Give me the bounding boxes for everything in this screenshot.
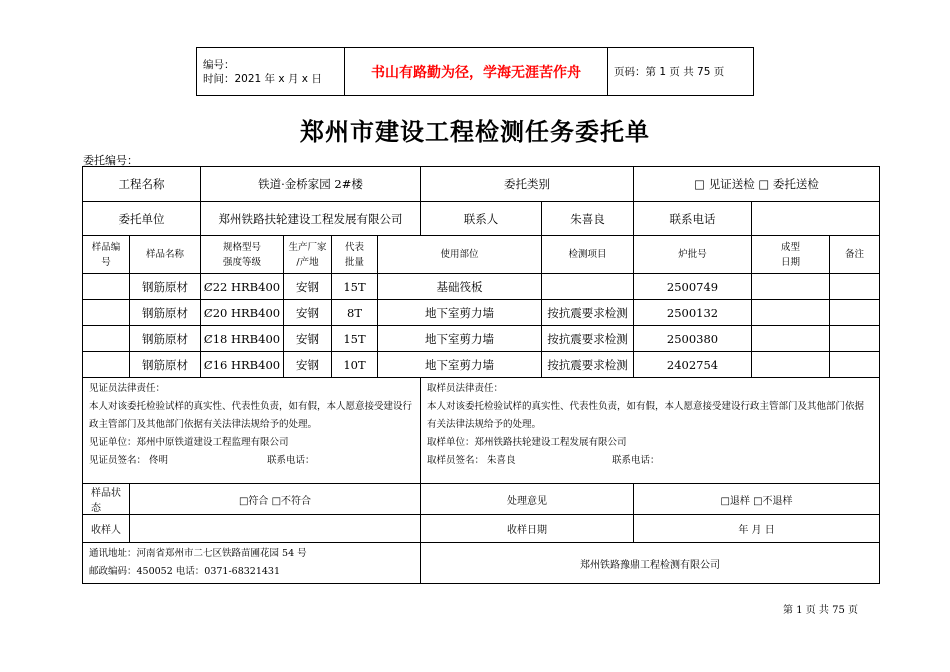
entrust-type-label: 委托类别 [421,167,634,202]
phone-label: 联系电话 [634,202,752,236]
cell-note [830,352,880,378]
witness-sign-line [89,452,414,470]
cell-no [83,326,130,352]
cell-batch: 10T [332,352,378,378]
opinion-value[interactable]: □退样 □不退样 [634,484,880,515]
receiver-label: 收样人 [83,515,130,543]
cell-usage: 地下室剪力墙 [378,352,542,378]
col-usage: 使用部位 [378,236,542,274]
cell-spec: Ȼ18 HRB400 [201,326,284,352]
receive-date-value: 年 月 日 [634,515,880,543]
table-row [83,352,880,378]
col-sample-name: 样品名称 [130,236,201,274]
cell-spec: Ȼ22 HRB400 [201,274,284,300]
col-date: 成型 日期 [752,236,830,274]
col-sample-no: 样品编 号 [83,236,130,274]
col-maker: 生产厂家 /产地 [284,236,332,274]
cell-usage: 地下室剪力墙 [378,326,542,352]
cell-note [830,274,880,300]
cell-name: 钢筋原材 [130,274,201,300]
cell-maker: 安钢 [284,352,332,378]
client-unit-value: 郑州铁路扶轮建设工程发展有限公司 [201,202,421,236]
header-info [197,48,345,96]
cell-no [83,352,130,378]
cell-item: 按抗震要求检测 [542,352,634,378]
witness-responsibility [83,378,421,484]
witness-signer: 见证员签名： 佟明 [89,455,169,466]
sampler-signer: 取样员签名： 朱喜良 [427,455,516,466]
table-row [83,326,880,352]
sample-status-label: 样品状态 [83,484,130,515]
cell-maker: 安钢 [284,300,332,326]
cell-item [542,274,634,300]
cell-spec: Ȼ16 HRB400 [201,352,284,378]
col-item: 检测项目 [542,236,634,274]
postal-phone: 邮政编码：450052 电话：0371-68321431 [89,566,281,577]
sample-status-value[interactable]: □符合 □不符合 [130,484,421,515]
cell-maker: 安钢 [284,274,332,300]
cell-spec: Ȼ20 HRB400 [201,300,284,326]
cell-date [752,352,830,378]
test-company: 郑州铁路豫鼎工程检测有限公司 [421,543,880,584]
cell-batch: 15T [332,326,378,352]
col-furnace: 炉批号 [634,236,752,274]
witness-body: 本人对该委托检验试样的真实性、代表性负责，如有假，本人愿意接受建设行政主管部门及其他部门依据有关法律法规给予的处理。 [89,401,413,430]
cell-no [83,274,130,300]
sampler-sign-line [427,452,873,470]
client-unit-label: 委托单位 [83,202,201,236]
project-name-value: 铁道·金桥家园 2#楼 [201,167,421,202]
cell-note [830,326,880,352]
cell-batch: 15T [332,274,378,300]
cell-date [752,274,830,300]
witness-title: 见证员法律责任： [89,383,166,394]
sampler-body: 本人对该委托检验试样的真实性、代表性负责，如有假，本人愿意接受建设行政主管部门及其他部门依据有关法律法规给予的处理。 [427,401,865,430]
sampler-unit: 取样单位：郑州铁路扶轮建设工程发展有限公司 [427,437,627,448]
cell-maker: 安钢 [284,326,332,352]
table-row [83,274,880,300]
page-label: 页码：第 1 页 共 75 页 [608,48,754,96]
cell-note [830,300,880,326]
address: 通讯地址：河南省郑州市二七区铁路苗圃花园 54 号 [89,548,307,559]
col-note: 备注 [830,236,880,274]
slogan: 书山有路勤为径，学海无涯苦作舟 [345,48,608,96]
entrust-type-value[interactable]: □ 见证送检 □ 委托送检 [634,167,880,202]
sampler-title: 取样员法律责任： [427,383,504,394]
cell-item: 按抗震要求检测 [542,300,634,326]
table-row [83,300,880,326]
cell-no [83,300,130,326]
header-box [196,47,754,96]
col-batch: 代表 批量 [332,236,378,274]
sampler-responsibility [421,378,880,484]
phone-value [752,202,880,236]
contact-value: 朱喜良 [542,202,634,236]
contact-info [83,543,421,584]
entrust-form [82,166,880,584]
time-label: 时间：2021 年 x 月 x 日 [203,72,322,85]
col-spec: 规格型号 强度等级 [201,236,284,274]
cell-batch: 8T [332,300,378,326]
cell-furnace: 2500749 [634,274,752,300]
receive-date-label: 收样日期 [421,515,634,543]
entrust-no-label: 委托编号： [83,154,138,167]
cell-furnace: 2500132 [634,300,752,326]
cell-furnace: 2402754 [634,352,752,378]
sampler-phone: 联系电话： [612,455,660,466]
cell-name: 钢筋原材 [130,326,201,352]
sample-header-row [83,236,880,274]
receiver-value [130,515,421,543]
cell-name: 钢筋原材 [130,352,201,378]
witness-unit: 见证单位：郑州中原铁道建设工程监理有限公司 [89,437,289,448]
cell-date [752,300,830,326]
cell-furnace: 2500380 [634,326,752,352]
contact-label: 联系人 [421,202,542,236]
page-footer: 第 1 页 共 75 页 [783,605,858,616]
cell-usage: 基础筏板 [378,274,542,300]
witness-phone: 联系电话： [267,455,315,466]
number-label: 编号： [203,58,235,71]
opinion-label: 处理意见 [421,484,634,515]
cell-name: 钢筋原材 [130,300,201,326]
project-name-label: 工程名称 [83,167,201,202]
cell-usage: 地下室剪力墙 [378,300,542,326]
page-title: 郑州市建设工程检测任务委托单 [300,117,650,146]
cell-date [752,326,830,352]
cell-item: 按抗震要求检测 [542,326,634,352]
